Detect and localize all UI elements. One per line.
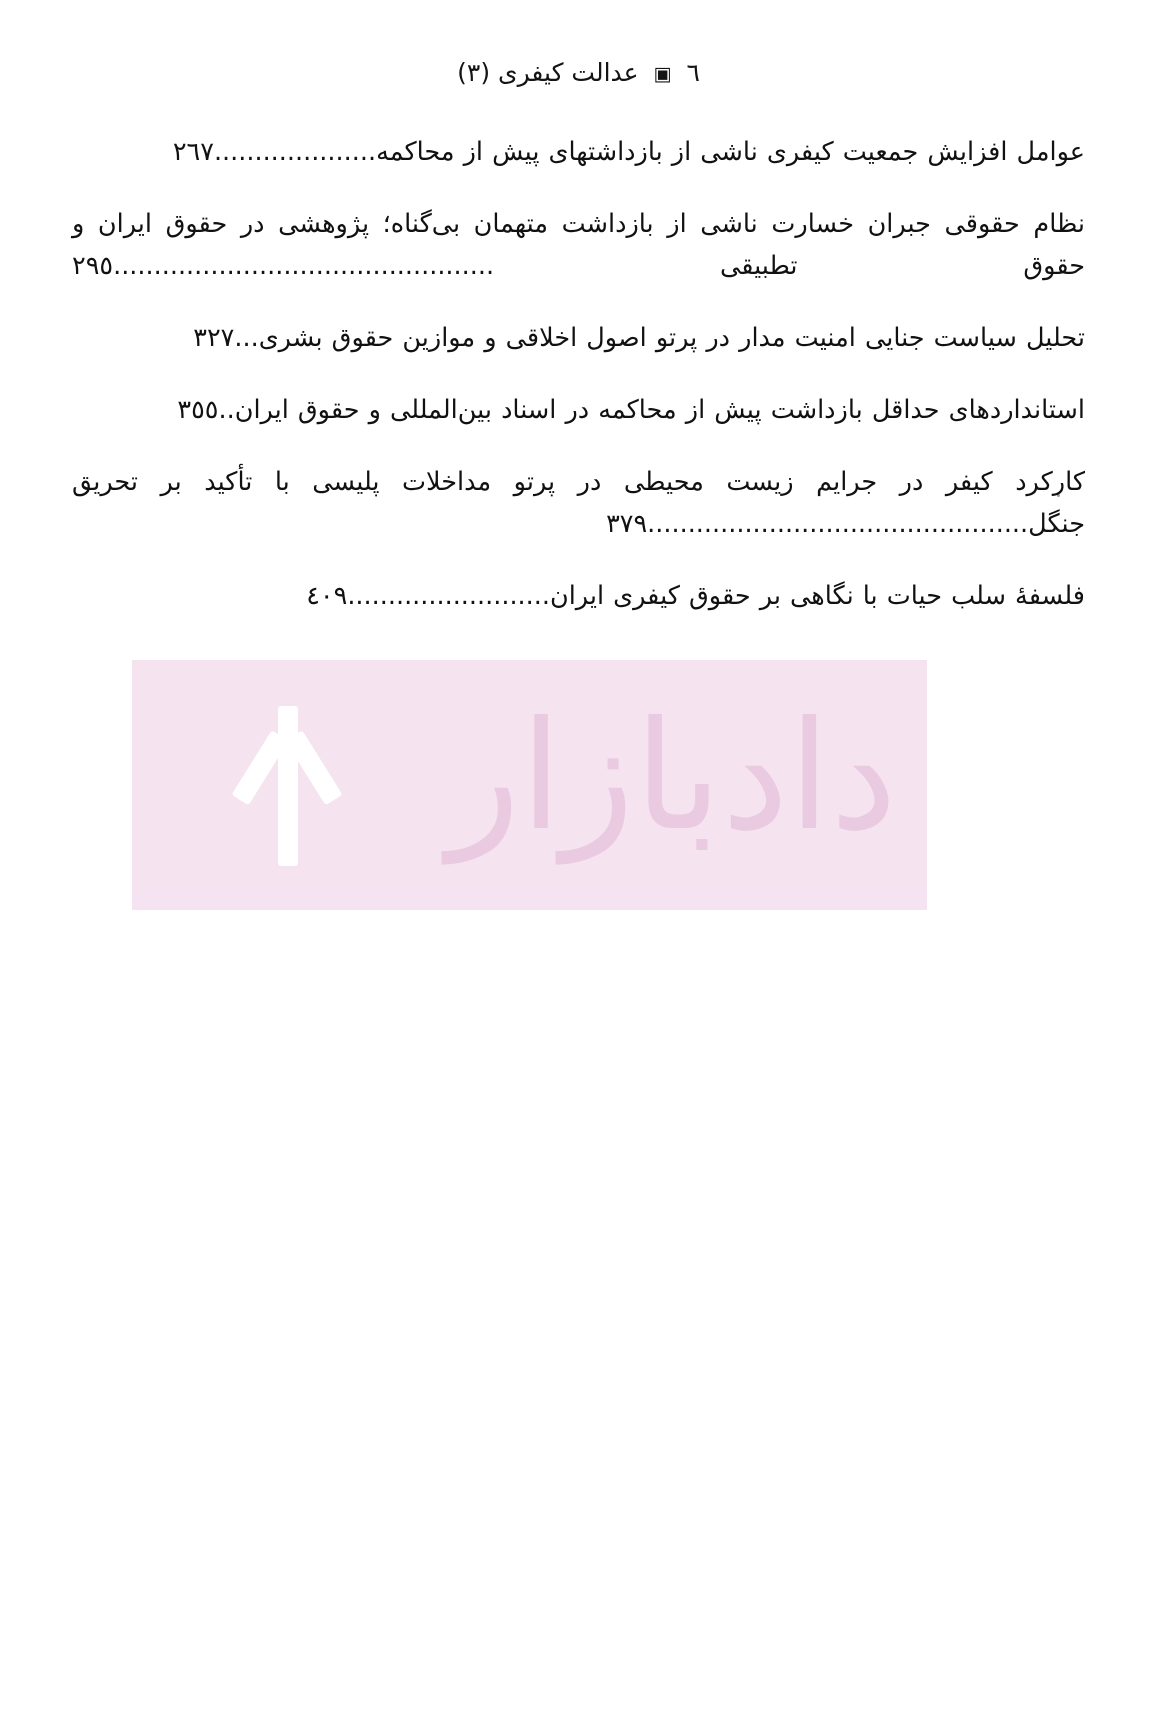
toc-leader-dots: .................... — [213, 137, 377, 167]
toc-leader-dots: ............................................... — [647, 508, 1029, 539]
watermark-text: دادبازار — [447, 690, 897, 864]
toc-entry[interactable] — [72, 390, 1085, 431]
toc-entry[interactable] — [72, 576, 1085, 617]
trident-logo-icon — [228, 706, 346, 866]
toc-leader-dots: ... — [234, 322, 259, 353]
toc-entry-page: ٤٠٩ — [306, 581, 348, 612]
toc-entry[interactable] — [72, 462, 1085, 545]
toc-entry-page: ٢٦٧ — [172, 137, 214, 167]
toc-entry-title: نظام حقوقی جبران خسارت ناشی از بازداشت متهمان بی‌گناه؛ پژوهشی در حقوق ایران و حقوق تطبیقی — [72, 209, 1085, 281]
page-header — [0, 58, 1157, 88]
toc-leader-dots: .. — [218, 395, 235, 426]
toc-entry-title: عوامل افزایش جمعیت کیفری ناشی از بازداشتهای پیش از محاکمه — [376, 137, 1085, 167]
toc-entry-title: فلسفۀ سلب حیات با نگاهی بر حقوق کیفری ایران — [549, 581, 1085, 612]
toc-entry-page: ٢٩٥ — [72, 250, 114, 281]
toc-leader-dots: ............................................... — [113, 250, 720, 281]
running-title: عدالت کیفری (٣) — [457, 58, 639, 87]
toc-entry-page: ٣٢٧ — [193, 322, 235, 353]
table-of-contents — [72, 132, 1085, 648]
toc-entry-page: ٣٧٩ — [606, 508, 648, 539]
toc-entry-title: تحلیل سیاست جنایی امنیت مدار در پرتو اصول اخلاقی و موازین حقوق بشری — [258, 322, 1085, 353]
toc-entry-page: ٣٥٥ — [177, 395, 219, 426]
toc-entry-title: کارکرد کیفر در جرایم زیست محیطی در پرتو مداخلات پلیسی با تأکید بر تحریق جنگل — [72, 467, 1085, 539]
page-folio-number: ٦ — [686, 58, 700, 87]
toc-entry[interactable] — [72, 132, 1085, 173]
toc-entry[interactable] — [72, 318, 1085, 359]
toc-entry[interactable] — [72, 204, 1085, 287]
square-bullet-icon: ▣ — [653, 63, 672, 85]
watermark-band — [132, 660, 927, 910]
toc-leader-dots: ......................... — [347, 581, 550, 612]
toc-entry-title: استانداردهای حداقل بازداشت پیش از محاکمه در اسناد بین‌المللی و حقوق ایران — [234, 395, 1085, 426]
